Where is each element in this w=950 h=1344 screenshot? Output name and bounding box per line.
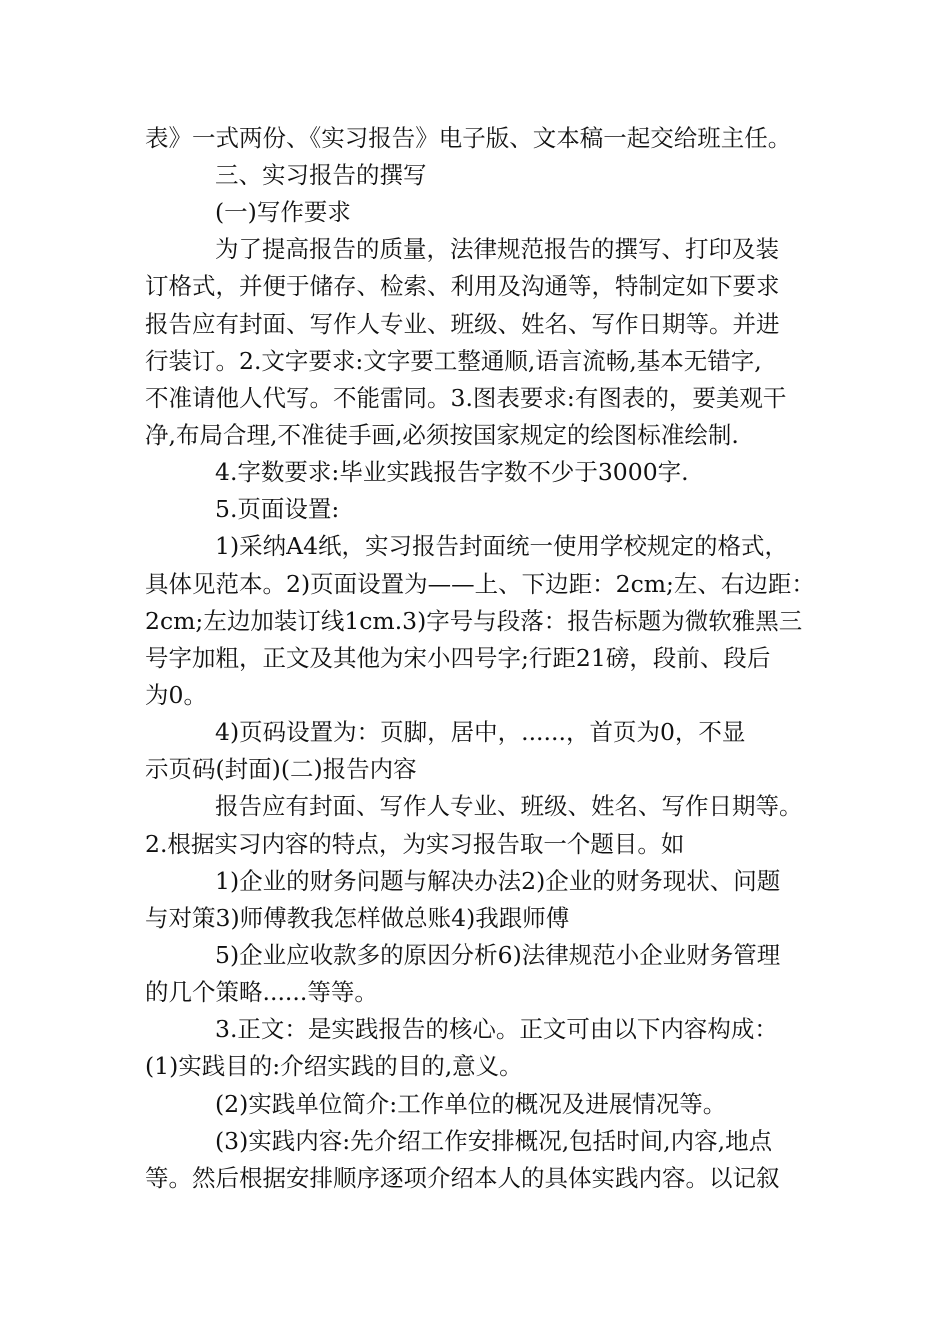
text-line: 行装订。2.文字要求:文字要工整通顺,语言流畅,基本无错字, bbox=[145, 347, 762, 375]
text-line: 等。然后根据安排顺序逐项介绍本人的具体实践内容。以记叙 bbox=[145, 1164, 780, 1192]
text-line: (2)实践单位简介:工作单位的概况及进展情况等。 bbox=[215, 1090, 727, 1118]
text-line: 为0。 bbox=[145, 681, 207, 709]
text-line: 净,布局合理,不准徒手画,必须按国家规定的绘图标准绘制. bbox=[145, 421, 739, 449]
text-line: 订格式，并便于储存、检索、利用及沟通等，特制定如下要求 bbox=[145, 272, 780, 300]
text-line: 的几个策略......等等。 bbox=[145, 978, 378, 1006]
text-line: 不准请他人代写。不能雷同。3.图表要求:有图表的，要美观干 bbox=[145, 384, 787, 412]
text-line: 号字加粗，正文及其他为宋小四号字;行距21磅，段前、段后 bbox=[145, 644, 771, 672]
subsection-heading: (一)写作要求 bbox=[215, 198, 351, 226]
text-line: (1)实践目的:介绍实践的目的,意义。 bbox=[145, 1052, 523, 1080]
text-line: 4)页码设置为：页脚，居中，......，首页为0，不显 bbox=[215, 718, 746, 746]
text-line: 5)企业应收款多的原因分析6)法律规范小企业财务管理 bbox=[215, 941, 781, 969]
text-line: 5.页面设置: bbox=[215, 495, 340, 523]
text-line: 报告应有封面、写作人专业、班级、姓名、写作日期等。并进 bbox=[145, 310, 780, 338]
text-line: 示页码(封面)(二)报告内容 bbox=[145, 755, 417, 783]
text-line: 报告应有封面、写作人专业、班级、姓名、写作日期等。 bbox=[215, 792, 803, 820]
text-line: 1)企业的财务问题与解决办法2)企业的财务现状、问题 bbox=[215, 867, 781, 895]
text-line: 为了提高报告的质量，法律规范报告的撰写、打印及装 bbox=[215, 235, 779, 263]
text-line: 表》一式两份、《实习报告》电子版、文本稿一起交给班主任。 bbox=[145, 124, 792, 152]
text-line: 4.字数要求:毕业实践报告字数不少于3000字. bbox=[215, 458, 689, 486]
text-line: 具体见范本。2)页面设置为——上、下边距：2cm;左、右边距： bbox=[145, 570, 815, 598]
text-line: (3)实践内容:先介绍工作安排概况,包括时间,内容,地点 bbox=[215, 1127, 773, 1155]
text-line: 2cm;左边加装订线1cm.3)字号与段落：报告标题为微软雅黑三 bbox=[145, 607, 803, 635]
text-line: 2.根据实习内容的特点，为实习报告取一个题目。如 bbox=[145, 830, 685, 858]
text-line: 1)采纳A4纸，实习报告封面统一使用学校规定的格式， bbox=[215, 532, 789, 560]
section-heading: 三、实习报告的撰写 bbox=[215, 161, 427, 189]
text-line: 与对策3)师傅教我怎样做总账4)我跟师傅 bbox=[145, 904, 570, 932]
text-line: 3.正文：是实践报告的核心。正文可由以下内容构成： bbox=[215, 1015, 778, 1043]
